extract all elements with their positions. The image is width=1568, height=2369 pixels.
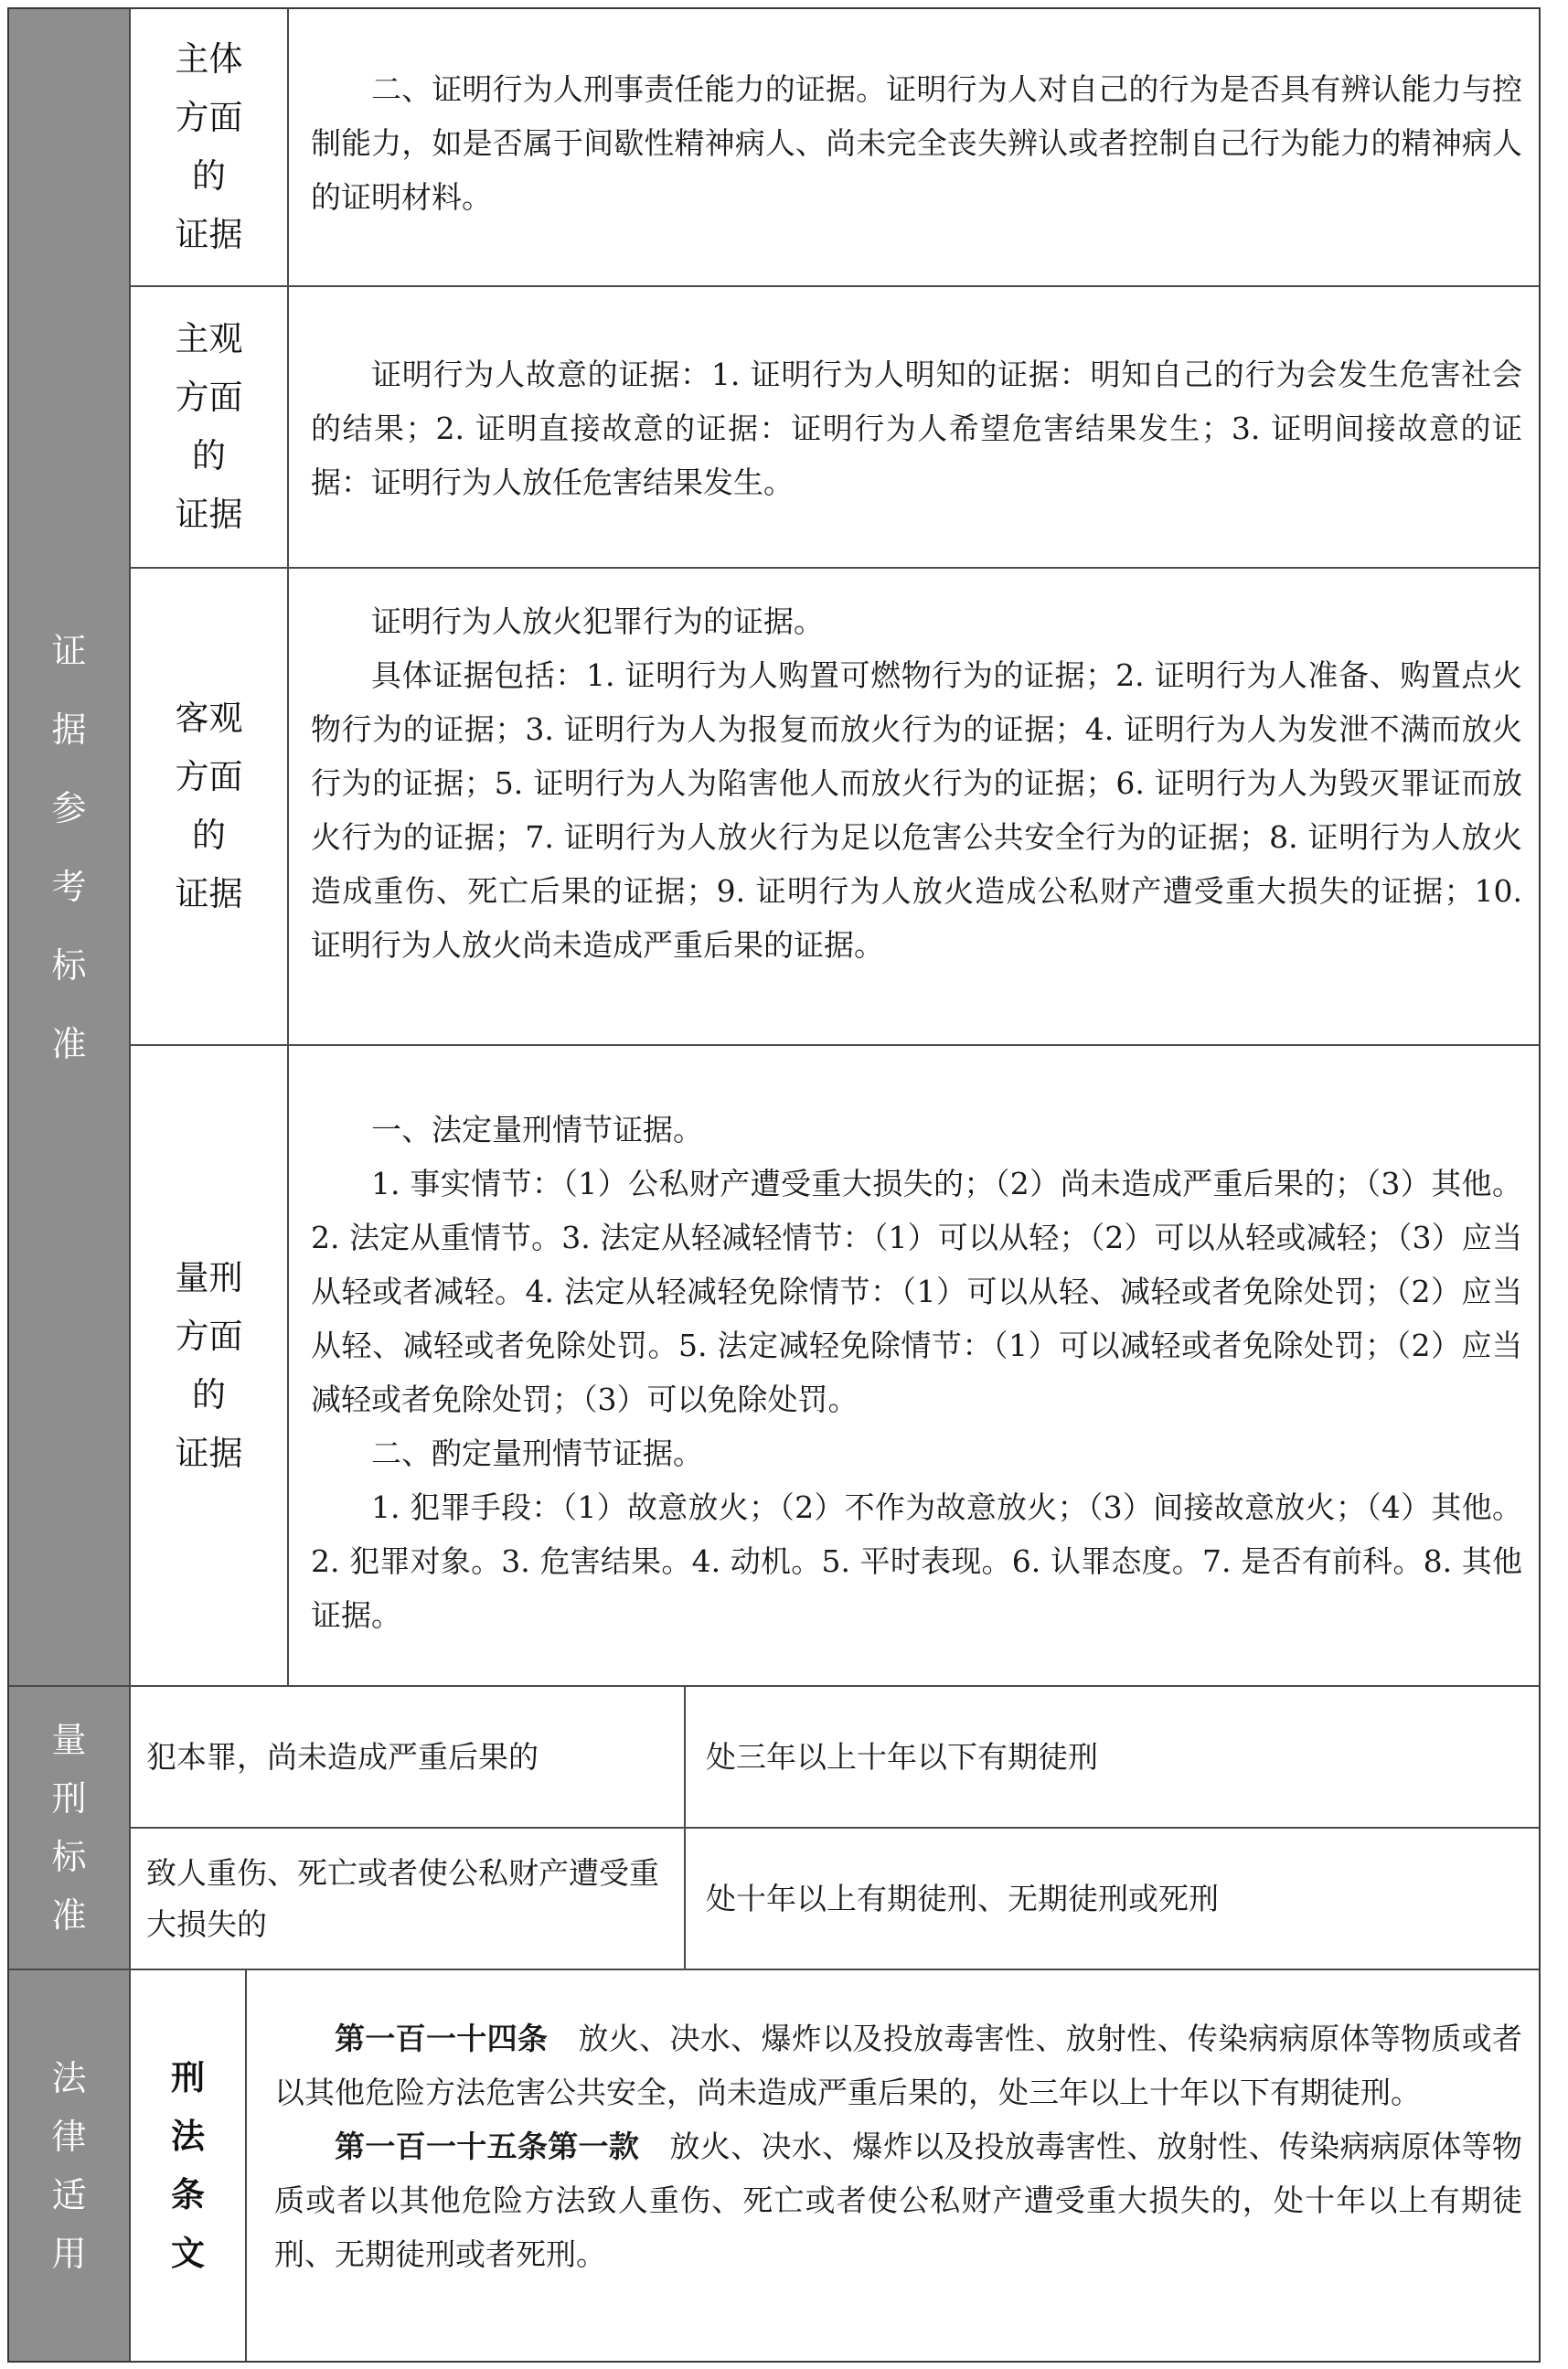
side-label-evidence: [9, 9, 129, 1685]
side-char: 考: [51, 866, 87, 907]
side-label-sentencing: [9, 1687, 129, 1969]
label-line: 客观: [175, 699, 243, 738]
label-line: 证据: [175, 874, 243, 913]
law-article: [274, 2119, 1522, 2281]
sentencing-row-1-penalty: [706, 1687, 1529, 1827]
article-text: 放火、决水、爆炸以及投放毒害性、放射性、传染病病原体等物质或者以其他危险方法致人重伤、死亡或者使公私财产遭受重大损失的，处十年以上有期徒刑、无期徒刑或者死刑。: [274, 2129, 1523, 2272]
label-line: 量刑: [175, 1257, 243, 1297]
label-line: 主观: [175, 319, 243, 358]
condition-text: 致人重伤、死亡或者使公私财产遭受重大损失的: [146, 1854, 659, 1942]
row-content-subject: [311, 62, 1522, 224]
side-char: 据: [51, 709, 87, 750]
label-line: 的: [192, 1374, 226, 1414]
label-line: 的: [192, 816, 226, 855]
side-char: 律: [51, 2116, 87, 2157]
paragraph: 二、酌定量刑情节证据。: [371, 1435, 703, 1471]
law-sub-label: [131, 1970, 245, 2361]
label-line: 刑: [171, 2057, 205, 2097]
side-label-law: [9, 1970, 129, 2361]
article-text: 放火、决水、爆炸以及投放毒害性、放射性、传染病病原体等物质或者以其他危险方法危害公共安全，尚未造成严重后果的，处三年以上十年以下有期徒刑。: [274, 2021, 1523, 2110]
label-line: 的: [192, 156, 226, 196]
side-char: 法: [51, 2057, 87, 2098]
label-line: 主体: [175, 39, 243, 79]
label-line: 证据: [175, 495, 243, 534]
article-title: 第一百一十四条: [335, 2021, 549, 2056]
label-line: 方面: [175, 98, 243, 137]
law-articles: [274, 2012, 1522, 2281]
sentencing-row-1-condition: [146, 1687, 677, 1827]
side-char: 证: [51, 630, 87, 671]
law-article: [274, 2012, 1522, 2119]
row-label-objective: [131, 569, 287, 1044]
article-title: 第一百一十五条第一款: [335, 2129, 640, 2164]
label-line: 文: [171, 2233, 205, 2273]
side-char: 刑: [51, 1778, 87, 1819]
label-line: 条: [171, 2174, 205, 2214]
paragraph: 证明行为人放火犯罪行为的证据。: [371, 603, 824, 639]
side-char: 适: [51, 2174, 87, 2215]
label-line: 证据: [175, 215, 243, 254]
row-label-subject: [131, 9, 287, 285]
paragraph: 1. 事实情节：（1）公私财产遭受重大损失的；（2）尚未造成严重后果的；（3）其他。2. 法定从重情节。3. 法定从轻减轻情节：（1）可以从轻；（2）可以从轻或减轻；（3）应当从轻或者减轻。4. 法定从轻减轻免除情节：（1）可以从轻、减轻或者免除处罚；（2）应当从轻、减轻或者免除处罚。5. 法定减轻免除情节：（1）可以减轻或者免除处罚；（2）应当减轻或者免除处罚；（3）可以免除处罚。: [311, 1166, 1522, 1417]
paragraph: 1. 犯罪手段：（1）故意放火；（2）不作为故意放火；（3）间接故意放火；（4）其他。2. 犯罪对象。3. 危害结果。4. 动机。5. 平时表现。6. 认罪态度。7. 是否有前科。8. 其他证据。: [311, 1489, 1522, 1633]
condition-text: 犯本罪，尚未造成严重后果的: [146, 1738, 539, 1775]
side-char: 标: [51, 1837, 87, 1877]
side-char: 量: [51, 1720, 87, 1760]
label-line: 方面: [175, 1316, 243, 1356]
sentencing-row-2-condition: [146, 1829, 677, 1969]
penalty-text: 处十年以上有期徒刑、无期徒刑或死刑: [706, 1880, 1219, 1916]
label-line: 证据: [175, 1433, 243, 1473]
paragraph: 二、证明行为人刑事责任能力的证据。证明行为人对自己的行为是否具有辨认能力与控制能力，如是否属于间歇性精神病人、尚未完全丧失辨认或者控制自己行为能力的精神病人的证明材料。: [311, 71, 1522, 215]
side-char: 准: [51, 1023, 87, 1064]
penalty-text: 处三年以上十年以下有期徒刑: [706, 1738, 1098, 1775]
label-line: 方面: [175, 757, 243, 796]
sentencing-row-2-penalty: [706, 1829, 1529, 1969]
paragraph: 证明行为人故意的证据：1. 证明行为人明知的证据：明知自己的行为会发生危害社会的结果；2. 证明直接故意的证据：证明行为人希望危害结果发生；3. 证明间接故意的证据：证明行为人放任危害结果发生。: [311, 357, 1522, 500]
row-content-subjective: [311, 347, 1522, 509]
side-char: 参: [51, 787, 87, 828]
paragraph: 一、法定量刑情节证据。: [371, 1112, 703, 1147]
row-label-subjective: [131, 287, 287, 567]
paragraph: 具体证据包括：1. 证明行为人购置可燃物行为的证据；2. 证明行为人准备、购置点火物行为的证据；3. 证明行为人为报复而放火行为的证据；4. 证明行为人为发泄不满而放火行为的证据；5. 证明行为人为陷害他人而放火行为的证据；6. 证明行为人为毁灭罪证而放火行为的证据；7. 证明行为人放火行为足以危害公共安全行为的证据；8. 证明行为人放火造成重伤、死亡后果的证据；9. 证明行为人放火造成公私财产遭受重大损失的证据；10. 证明行为人放火尚未造成严重后果的证据。: [311, 657, 1522, 963]
label-line: 的: [192, 436, 226, 475]
side-char: 准: [51, 1895, 87, 1936]
evidence-table: [7, 7, 1541, 2363]
side-char: 用: [51, 2233, 87, 2274]
label-line: 方面: [175, 378, 243, 417]
row-content-sentencing-evidence: [311, 1103, 1522, 1642]
side-char: 标: [51, 944, 87, 986]
label-line: 法: [171, 2116, 205, 2156]
row-label-sentencing-evidence: [131, 1046, 287, 1685]
row-content-objective: [311, 594, 1522, 972]
